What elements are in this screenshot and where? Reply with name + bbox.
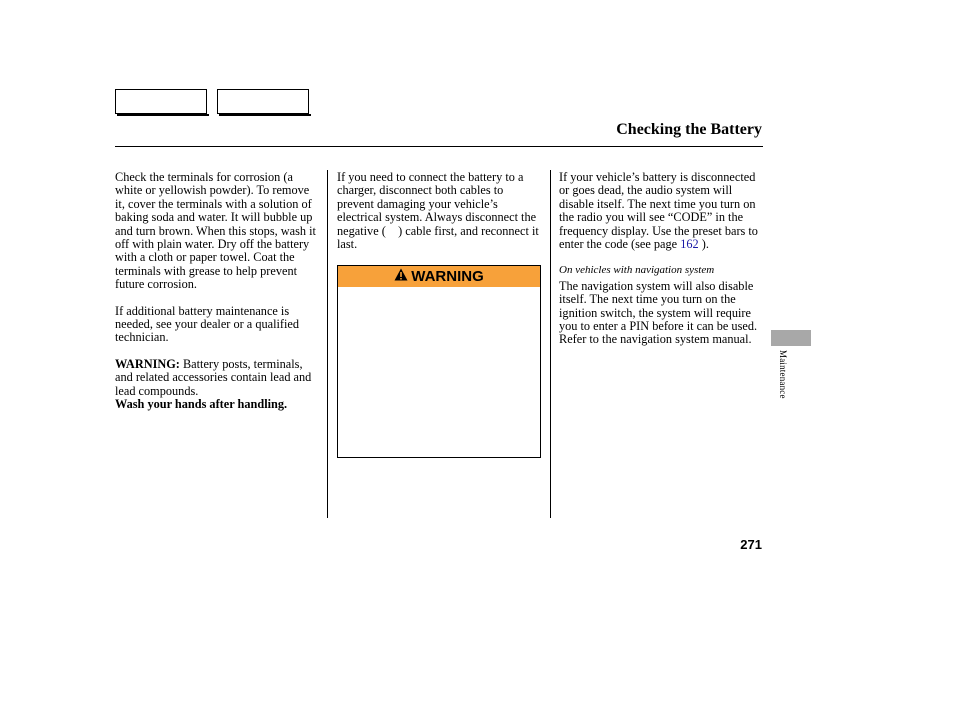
page-title: Checking the Battery <box>616 121 762 138</box>
charger-text-start: If you need to connect the battery to a charger, disconnect both cables to prevent damaging your vehicle’s electrical system. Always disconnect the negative ( <box>337 170 537 238</box>
section-tab[interactable] <box>771 330 811 346</box>
warning-header-label: WARNING <box>411 268 484 285</box>
lead-warning-text: Battery posts, terminals, and related accessories contain lead and lead compounds. <box>115 356 312 398</box>
navigation-note: On vehicles with navigation system <box>559 264 715 277</box>
column-divider <box>327 170 328 518</box>
lead-warning-paragraph <box>115 358 321 412</box>
section-label: Maintenance <box>778 350 788 399</box>
page-number: 271 <box>740 537 762 552</box>
warning-box <box>337 265 541 458</box>
warning-label: WARNING: <box>115 356 180 371</box>
audio-code-paragraph <box>559 171 764 251</box>
negative-symbol-gap <box>386 224 398 238</box>
title-divider <box>115 146 763 147</box>
audio-code-text: If your vehicle’s battery is disconnected or goes dead, the audio system will disable itself. The next time you turn on the radio you will see “CODE” in the frequency display. Use the preset bars to enter the code (see page <box>559 170 758 252</box>
charger-text-end: ) cable first, and reconnect it last. <box>337 223 539 252</box>
warning-header <box>338 266 540 287</box>
wash-hands-text: Wash your hands after handling. <box>115 397 288 412</box>
charger-paragraph <box>337 171 542 251</box>
previous-page-button[interactable] <box>115 89 207 114</box>
column-3 <box>559 171 764 360</box>
warning-triangle-icon <box>394 268 408 285</box>
column-divider <box>550 170 551 518</box>
corrosion-paragraph: Check the terminals for corrosion (a white or yellowish powder). To remove it, cover the terminals with a solution of baking soda and water. It will bubble up and turn brown. When this stops, wash it off with plain water. Dry off the battery with a cloth or paper towel. Coat the terminals with grease to help prevent future corrosion. <box>115 170 316 292</box>
next-page-button[interactable] <box>217 89 309 114</box>
column-1 <box>115 171 321 425</box>
maintenance-paragraph: If additional battery maintenance is needed, see your dealer or a qualified technician. <box>115 303 300 345</box>
column-2 <box>337 171 542 264</box>
audio-code-text-end: ). <box>698 237 709 252</box>
page-162-link[interactable]: 162 <box>680 237 699 252</box>
navigation-paragraph: The navigation system will also disable itself. The next time you turn on the ignition switch, the system will require you to enter a PIN before it can be used. Refer to the navigation system manual. <box>559 278 758 347</box>
